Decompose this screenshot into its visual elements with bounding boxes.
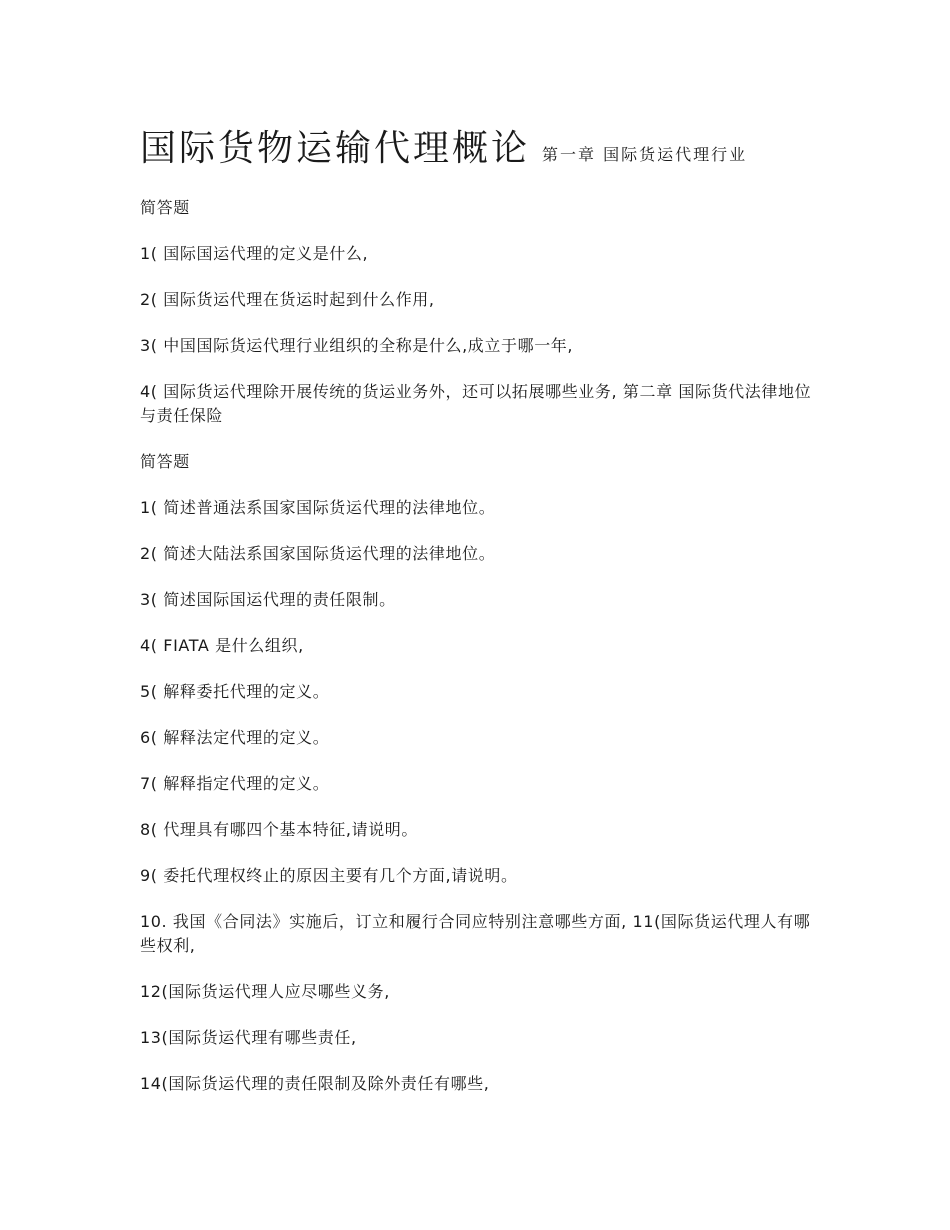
document-title: 国际货物运输代理概论	[140, 128, 531, 169]
chapter-1-question-1: 1( 国际国运代理的定义是什么,	[140, 244, 369, 263]
chapter-2-question-13: 13(国际货运代理有哪些责任,	[140, 1028, 357, 1047]
title-line	[140, 118, 820, 186]
chapter-1-question-2: 2( 国际货运代理在货运时起到什么作用,	[140, 290, 435, 309]
chapter-1-question-4-and-chapter-2-heading: 4( 国际货运代理除开展传统的货运业务外，还可以拓展哪些业务, 第二章 国际货代法律地位与责任保险	[140, 382, 812, 425]
chapter-2-question-6: 6( 解释法定代理的定义。	[140, 728, 330, 747]
chapter-2-question-4: 4( FIATA 是什么组织,	[140, 636, 304, 655]
chapter-2-question-5: 5( 解释委托代理的定义。	[140, 682, 330, 701]
chapter-1-question-3: 3( 中国国际货运代理行业组织的全称是什么,成立于哪一年,	[140, 336, 574, 355]
chapter-2-question-3: 3( 简述国际国运代理的责任限制。	[140, 590, 396, 609]
chapter-2-question-14: 14(国际货运代理的责任限制及除外责任有哪些,	[140, 1074, 490, 1093]
chapter-2-question-7: 7( 解释指定代理的定义。	[140, 774, 330, 793]
chapter-2-question-9: 9( 委托代理权终止的原因主要有几个方面,请说明。	[140, 866, 518, 885]
chapter-1-section-label: 简答题	[140, 198, 190, 217]
chapter-1-heading: 第一章 国际货运代理行业	[542, 145, 748, 164]
chapter-2-section-label: 简答题	[140, 452, 190, 471]
chapter-2-question-1: 1( 简述普通法系国家国际货运代理的法律地位。	[140, 498, 496, 517]
chapter-2-question-8: 8( 代理具有哪四个基本特征,请说明。	[140, 820, 418, 839]
chapter-2-question-12: 12(国际货运代理人应尽哪些义务,	[140, 982, 390, 1001]
chapter-2-question-10-and-11: 10. 我国《合同法》实施后，订立和履行合同应特别注意哪些方面, 11(国际货运代理人有哪些权利,	[140, 912, 811, 955]
chapter-2-question-2: 2( 简述大陆法系国家国际货运代理的法律地位。	[140, 544, 496, 563]
document-page	[140, 118, 820, 1118]
